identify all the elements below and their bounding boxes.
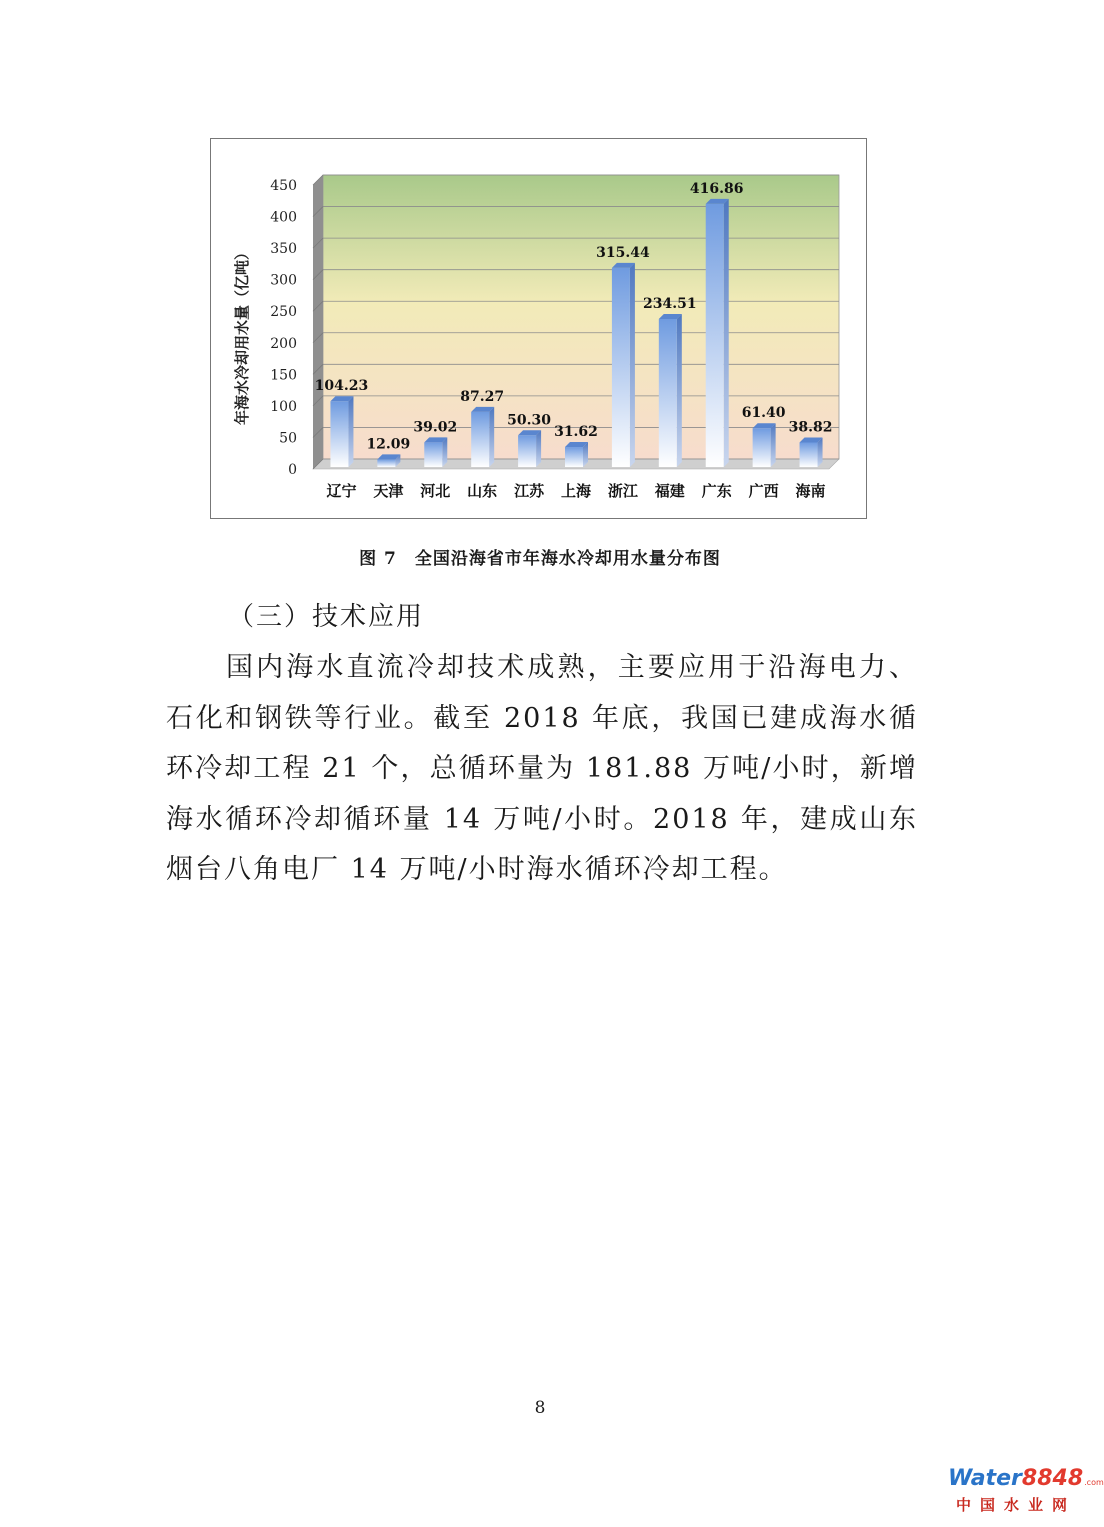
x-tick-label: 江苏 xyxy=(514,482,545,500)
y-tick-label: 100 xyxy=(270,398,297,415)
chart-figure xyxy=(210,138,867,519)
y-tick-label: 0 xyxy=(288,462,297,478)
watermark-brand-suffix: .com xyxy=(1084,1478,1104,1487)
data-label: 50.30 xyxy=(507,412,552,429)
bar-side xyxy=(348,396,353,467)
bar-chart xyxy=(211,139,868,520)
y-tick-label: 450 xyxy=(270,178,297,194)
y-axis-label: 年海水冷却用水量（亿吨） xyxy=(233,244,251,426)
bar-side xyxy=(630,263,635,467)
bar-side xyxy=(818,438,823,467)
bar xyxy=(471,412,489,467)
data-label: 315.44 xyxy=(596,244,650,261)
watermark-brand xyxy=(948,1466,1104,1491)
data-label: 61.40 xyxy=(741,405,786,422)
bar xyxy=(612,268,630,467)
y-tick-label: 50 xyxy=(279,430,297,447)
bar xyxy=(424,442,442,467)
bar xyxy=(565,447,583,467)
x-tick-label: 海南 xyxy=(795,482,826,500)
body-paragraph: 国内海水直流冷却技术成熟，主要应用于沿海电力、石化和钢铁等行业。截至 2018 年底，我国已建成海水循环冷却工程 21 个，总循环量为 181.88 万吨/小时，新增海水循环冷却循环量 14 万吨/小时。2018 年，建成山东烟台八角电厂 14 万吨/小时海水循环冷却工程。 xyxy=(166,652,918,885)
x-tick-label: 浙江 xyxy=(607,482,638,500)
bar-side xyxy=(724,199,729,467)
x-tick-label: 广西 xyxy=(748,482,779,500)
data-label: 416.86 xyxy=(689,180,744,197)
watermark-subtitle: 中国水业网 xyxy=(956,1496,1077,1514)
watermark-brand-number: 8848 xyxy=(1021,1466,1084,1491)
bar xyxy=(659,319,677,467)
bar-side xyxy=(442,437,447,467)
watermark-brand-word: Water xyxy=(948,1466,1022,1491)
data-label: 104.23 xyxy=(314,378,369,395)
x-tick-label: 上海 xyxy=(560,482,592,500)
bar-side xyxy=(489,407,494,467)
bar xyxy=(800,443,818,467)
data-label: 12.09 xyxy=(366,436,411,453)
y-tick-label: 300 xyxy=(270,272,297,289)
data-label: 234.51 xyxy=(643,295,697,312)
page-number: 8 xyxy=(534,1398,546,1418)
section-heading: （三）技术应用 xyxy=(228,602,425,632)
data-label: 39.02 xyxy=(413,419,458,436)
bar xyxy=(753,428,771,467)
x-tick-label: 山东 xyxy=(467,482,498,500)
x-tick-label: 广东 xyxy=(701,482,732,500)
y-tick-label: 200 xyxy=(270,335,297,352)
y-tick-label: 150 xyxy=(270,367,297,384)
data-label: 38.82 xyxy=(788,419,833,436)
y-tick-label: 250 xyxy=(270,304,297,321)
y-tick-label: 350 xyxy=(270,241,297,258)
bar xyxy=(706,204,724,467)
chart-side-wall xyxy=(313,175,323,469)
bar-side xyxy=(771,423,776,467)
site-watermark-logo xyxy=(948,1466,1104,1516)
x-tick-label: 辽宁 xyxy=(326,482,357,500)
data-label: 31.62 xyxy=(554,424,598,441)
figure-caption: 图 7 全国沿海省市年海水冷却用水量分布图 xyxy=(359,549,721,569)
bar xyxy=(518,435,536,467)
bar xyxy=(330,401,348,467)
data-label: 87.27 xyxy=(460,388,505,405)
bar-side xyxy=(677,314,682,467)
x-tick-label: 天津 xyxy=(373,482,404,500)
x-tick-label: 河北 xyxy=(420,482,451,500)
bar xyxy=(377,459,395,467)
x-tick-label: 福建 xyxy=(654,482,685,500)
y-tick-label: 400 xyxy=(270,209,297,226)
bar-side xyxy=(536,430,541,467)
